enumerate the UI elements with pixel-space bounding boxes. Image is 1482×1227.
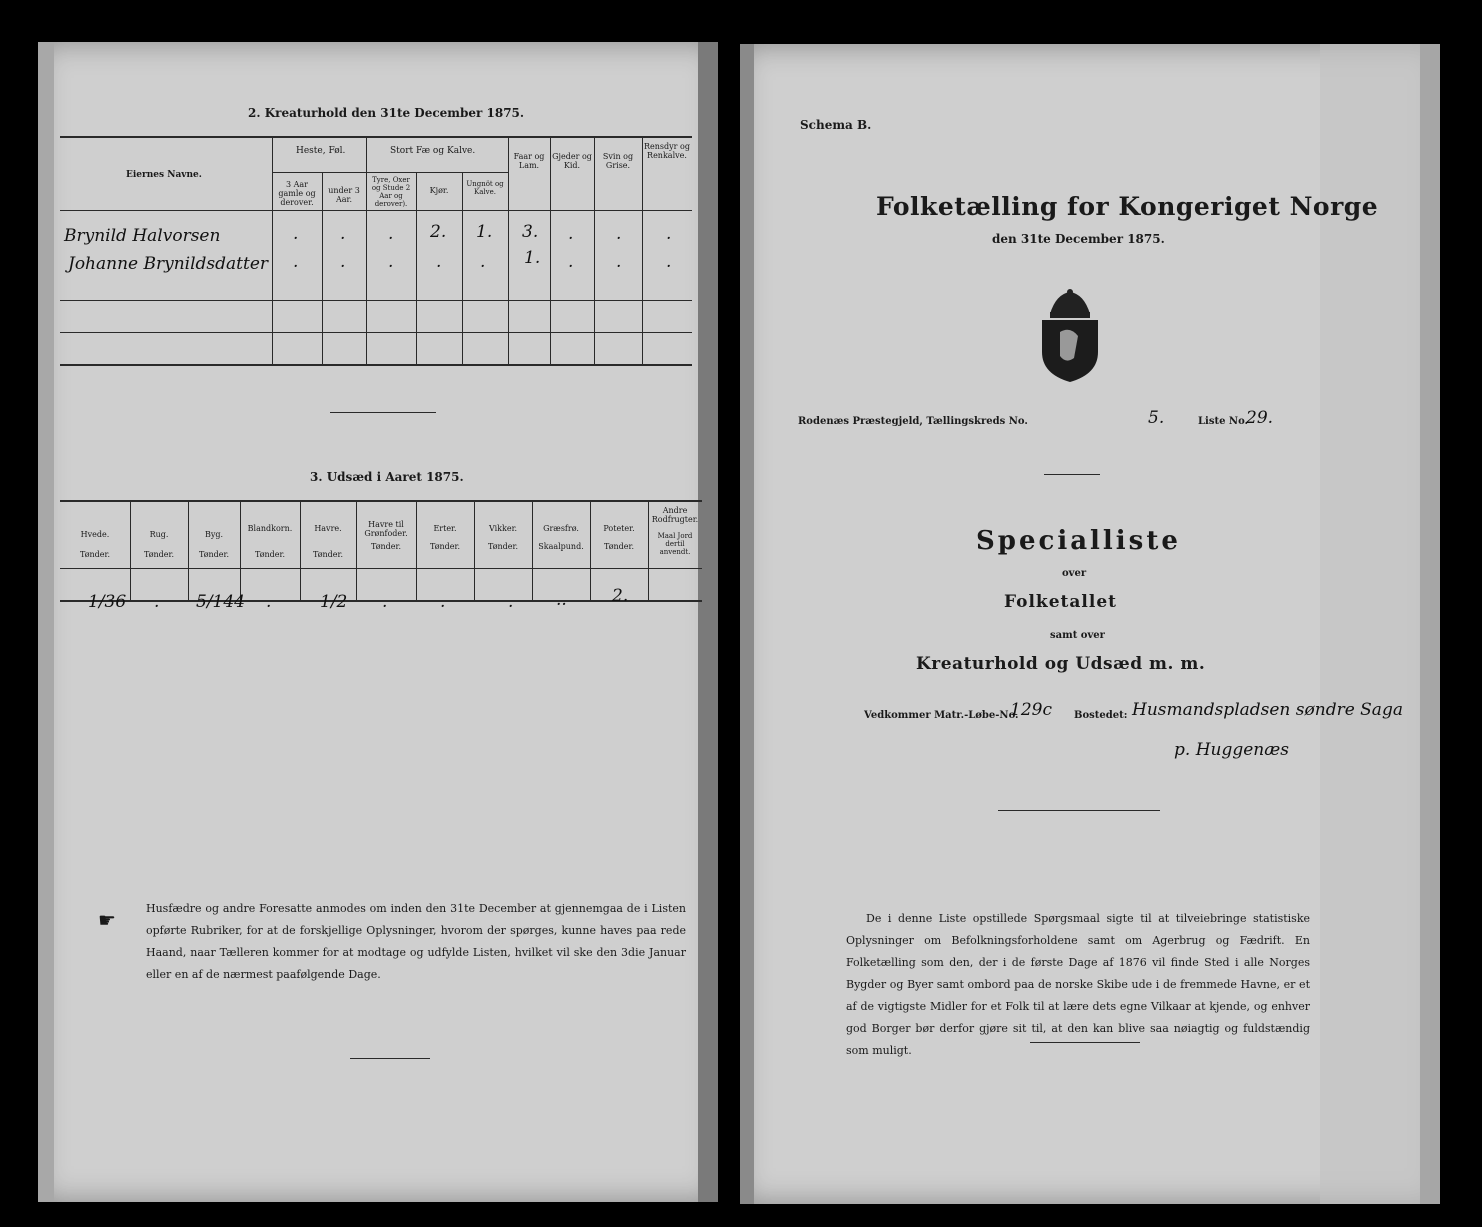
section3-title: 3. Udsæd i Aaret 1875. (310, 470, 464, 484)
census-date: den 31te December 1875. (992, 232, 1165, 246)
divider (1044, 474, 1100, 475)
liste-number: 29. (1246, 408, 1274, 428)
cell-stort-3: . (480, 252, 486, 272)
bosted-value: Husmandspladsen søndre Saga (1132, 700, 1403, 720)
crop-hvede-unit: Tønder. (79, 550, 111, 559)
left-page (38, 42, 718, 1202)
cell-stort-2: 2. (430, 222, 447, 242)
kreds-number: 5. (1148, 408, 1165, 428)
crop-havre-unit: Tønder. (312, 550, 344, 559)
divider (1030, 1042, 1140, 1043)
heste-sub1: 3 Aar gamle og derover. (278, 180, 316, 207)
owner-name: Johanne Brynildsdatter (68, 254, 269, 274)
owner-header: Eiernes Navne. (126, 170, 202, 180)
crop-vikker-unit: Tønder. (487, 542, 519, 551)
crop-andre-header: Andre Rodfrugter. (651, 506, 699, 524)
stort-sub3: Ungnöt og Kalve. (466, 180, 504, 196)
crop-rug-unit: Tønder. (143, 550, 175, 559)
liste-label: Liste No. (1198, 416, 1249, 427)
cell-heste-1: . (293, 224, 299, 244)
divider (330, 412, 436, 413)
crop-graesfro-header: Græsfrø. (543, 524, 579, 533)
section2-title: 2. Kreaturhold den 31te December 1875. (248, 106, 525, 120)
crop-andre-unit: Maal Jord dertil anvendt. (657, 532, 693, 556)
binding-shadow (698, 42, 718, 1202)
bosted-value-line2: p. Huggenæs (1174, 740, 1289, 760)
crop-graesfro-unit: Skaalpund. (538, 542, 584, 551)
right-page (740, 44, 1440, 1204)
cell-stort-1: . (388, 252, 394, 272)
coat-of-arms-icon (1036, 288, 1104, 384)
crop-poteter-unit: Tønder. (603, 542, 635, 551)
notice-text: Husfædre og andre Foresatte anmodes om inden den 31te December at gjennemgaa de i Listen opførte Rubriker, for at de forskjellige Oplysninger, hvorom der spørges, kunne haves paa rede Haand, naar Tælleren kommer for at modtage og udfylde Listen, hvilket vil ske den 3die Januar eller en af de nærmest paafølgende Dage. (146, 902, 686, 981)
cell-svin: . (616, 224, 622, 244)
binding-shadow (740, 44, 754, 1204)
cell-heste-2: . (340, 252, 346, 272)
over-label: over (1062, 568, 1087, 579)
owner-name: Brynild Halvorsen (64, 226, 221, 246)
cell-faar: 3. (522, 222, 539, 242)
cell-stort-2: . (436, 252, 442, 272)
cell-svin: . (616, 252, 622, 272)
crop-value-hvede: 1/36 (88, 592, 127, 612)
rensdyr-header: Rensdyr og Renkalve. (644, 142, 690, 160)
crop-blandkorn-unit: Tønder. (254, 550, 286, 559)
crop-rug-header: Rug. (149, 530, 169, 539)
crop-value-graesfro: .. (556, 590, 567, 610)
crop-value-rug: . (154, 592, 160, 612)
gjeder-header: Gjeder og Kid. (552, 152, 592, 170)
crop-value-erter: . (440, 592, 446, 612)
location-label: Rodenæs Præstegjeld, Tællingskreds No. (798, 416, 1028, 427)
divider (998, 810, 1160, 811)
cell-rensdyr: . (666, 252, 672, 272)
crop-value-byg: 5/144 (196, 592, 245, 612)
crop-erter-header: Erter. (433, 524, 457, 533)
crop-blandkorn-header: Blandkorn. (247, 524, 293, 533)
pointing-hand-icon: ☛ (98, 908, 116, 932)
cell-gjeder: . (568, 252, 574, 272)
crop-erter-unit: Tønder. (429, 542, 461, 551)
faar-header: Faar og Lam. (513, 152, 545, 170)
stort-sub1: Tyre, Oxer og Stude 2 Aar og derover). (371, 176, 411, 208)
schema-label: Schema B. (800, 118, 872, 132)
cell-stort-3: 1. (476, 222, 493, 242)
crop-value-blandkorn: . (266, 592, 272, 612)
crop-value-vikker: . (508, 592, 514, 612)
page-edge-right (1420, 44, 1440, 1204)
crop-havre-gronfoder-header: Havre til Grønfoder. (364, 520, 408, 538)
cell-gjeder: . (568, 224, 574, 244)
page-title: Folketælling for Kongeriget Norge (876, 192, 1379, 221)
specialliste-title: Specialliste (976, 526, 1181, 556)
crop-value-havre-gronfoder: . (382, 592, 388, 612)
crop-havre-header: Havre. (314, 524, 342, 533)
cell-rensdyr: . (666, 224, 672, 244)
folketallet-label: Folketallet (1004, 592, 1117, 612)
samt-over-label: samt over (1050, 630, 1105, 641)
crop-byg-header: Byg. (204, 530, 224, 539)
kreaturhold-label: Kreaturhold og Udsæd m. m. (916, 654, 1206, 674)
stort-header: Stort Fæ og Kalve. (390, 146, 476, 156)
crop-byg-unit: Tønder. (198, 550, 230, 559)
svin-header: Svin og Grise. (602, 152, 634, 170)
divider (350, 1058, 430, 1059)
stort-sub2: Kjør. (429, 186, 449, 195)
crop-poteter-header: Poteter. (603, 524, 635, 533)
heste-sub2: under 3 Aar. (328, 186, 360, 204)
bosted-label: Bostedet: (1074, 710, 1128, 721)
crop-value-poteter: 2. (612, 586, 629, 606)
cell-heste-2: . (340, 224, 346, 244)
crop-hvede-header: Hvede. (80, 530, 110, 539)
heste-header: Heste, Føl. (296, 146, 346, 156)
matr-number: 129c (1010, 700, 1052, 720)
cell-faar: 1. (524, 248, 541, 268)
cell-heste-1: . (293, 252, 299, 272)
cell-stort-1: . (388, 224, 394, 244)
matr-label: Vedkommer Matr.-Løbe-No. (864, 710, 1019, 721)
page-edge-left (38, 42, 54, 1202)
crop-havre-gronfoder-unit: Tønder. (370, 542, 402, 551)
footer-text: De i denne Liste opstillede Spørgsmaal sigte til at tilveiebringe statistiske Oplysninger om Befolkningsforholdene samt om Agerbrug og Fædrift. En Folketælling som den, der i de første Dage af 1876 vil finde Sted i alle Norges Bygder og Byer samt ombord paa de norske Skibe ude i de fremmede Havne, er et af de vigtigste Midler for et Folk til at lære dets egne Vilkaar at kjende, og enhver god Borger bør derfor gjøre sit til, at den kan blive saa nøiagtig og fuldstændig som muligt. (846, 912, 1310, 1057)
crop-vikker-header: Vikker. (488, 524, 518, 533)
crop-value-havre: 1/2 (320, 592, 348, 612)
